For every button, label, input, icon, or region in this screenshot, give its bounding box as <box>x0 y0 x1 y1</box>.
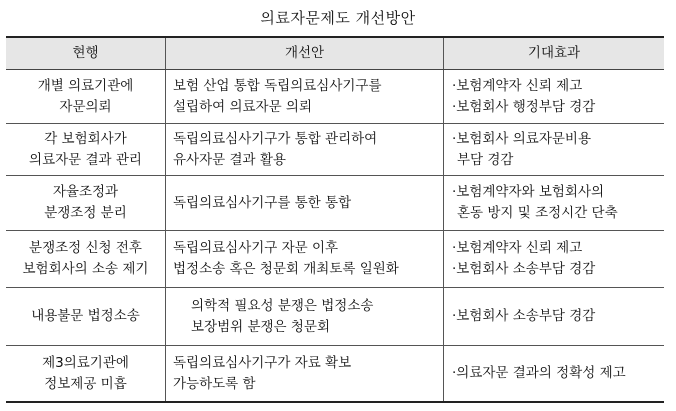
cell-text: 분쟁조정 분리 <box>44 205 127 221</box>
cell-effect <box>444 288 664 345</box>
cell-text: 부담 경감 <box>457 151 514 168</box>
cell-text: ·보험계약자 신뢰 제고 <box>452 77 583 94</box>
cell-text: ·보험계약자와 보험회사의 <box>452 184 605 200</box>
cell-effect <box>444 231 664 287</box>
table-row <box>6 346 664 401</box>
header-current: 현행 <box>6 38 166 69</box>
cell-current <box>6 288 166 345</box>
cell-text: 보장범위 분쟁은 청문회 <box>191 318 330 335</box>
cell-improvement <box>166 124 444 175</box>
cell-text: ·의료자문 결과의 정확성 제고 <box>452 365 626 381</box>
cell-text: 자율조정과 <box>52 184 119 200</box>
improvement-table <box>6 36 664 403</box>
cell-text: 보험회사의 소송 제기 <box>22 261 149 277</box>
cell-text: ·보험회사 소송부담 경감 <box>452 261 596 277</box>
cell-text: ·보험회사 행정부담 경감 <box>452 98 596 115</box>
cell-effect <box>444 70 664 123</box>
cell-text: 독립의료심사기구가 자료 확보 <box>173 354 352 371</box>
cell-effect <box>444 124 664 175</box>
cell-current <box>6 176 166 230</box>
cell-text: 의학적 필요성 분쟁은 법정소송 <box>191 297 374 314</box>
table-header-row <box>6 38 664 70</box>
cell-text: 유사자문 결과 활용 <box>173 151 286 168</box>
header-effect: 기대효과 <box>527 45 581 61</box>
cell-text: 개별 의료기관에 <box>37 77 134 94</box>
cell-text: 보험 산업 통합 독립의료심사기구를 <box>173 77 382 94</box>
cell-improvement <box>166 288 444 345</box>
cell-improvement <box>166 176 444 230</box>
cell-text: 자문의뢰 <box>59 98 112 115</box>
cell-effect <box>444 176 664 230</box>
cell-text: 의료자문 결과 관리 <box>29 151 142 168</box>
cell-text: 내용불문 법정소송 <box>31 308 140 324</box>
cell-text: 설립하여 의료자문 의뢰 <box>173 98 312 115</box>
cell-text: 정보제공 미흡 <box>44 375 127 392</box>
cell-current <box>6 124 166 175</box>
cell-current <box>6 231 166 287</box>
cell-improvement <box>166 70 444 123</box>
cell-improvement <box>166 346 444 401</box>
header-improvement: 개선안 <box>166 38 444 69</box>
cell-text: ·보험회사 소송부담 경감 <box>452 308 596 324</box>
cell-text: ·보험계약자 신뢰 제고 <box>452 240 583 256</box>
table-row <box>6 124 664 176</box>
cell-text: ·보험회사 의료자문비용 <box>452 130 591 147</box>
table-row <box>6 70 664 124</box>
cell-text: 독립의료심사기구가 통합 관리하여 <box>173 130 378 147</box>
page-title: 의료자문제도 개선방안 <box>260 9 416 27</box>
cell-improvement <box>166 231 444 287</box>
table-row <box>6 288 664 346</box>
cell-text: 혼동 방지 및 조정시간 단축 <box>457 205 618 221</box>
cell-text: 법정소송 혹은 청문회 개최토록 일원화 <box>173 261 399 277</box>
table-row <box>6 176 664 231</box>
table-row <box>6 231 664 288</box>
cell-current <box>6 346 166 401</box>
cell-text: 독립의료심사기구를 통한 통합 <box>173 194 352 211</box>
cell-text: 각 보험회사가 <box>44 130 127 147</box>
cell-text: 가능하도록 함 <box>173 375 256 392</box>
cell-current <box>6 70 166 123</box>
cell-effect <box>444 346 664 401</box>
cell-text: 독립의료심사기구 자문 이후 <box>173 240 339 256</box>
cell-text: 제3의료기관에 <box>42 354 129 371</box>
cell-text: 분쟁조정 신청 전후 <box>29 240 142 256</box>
